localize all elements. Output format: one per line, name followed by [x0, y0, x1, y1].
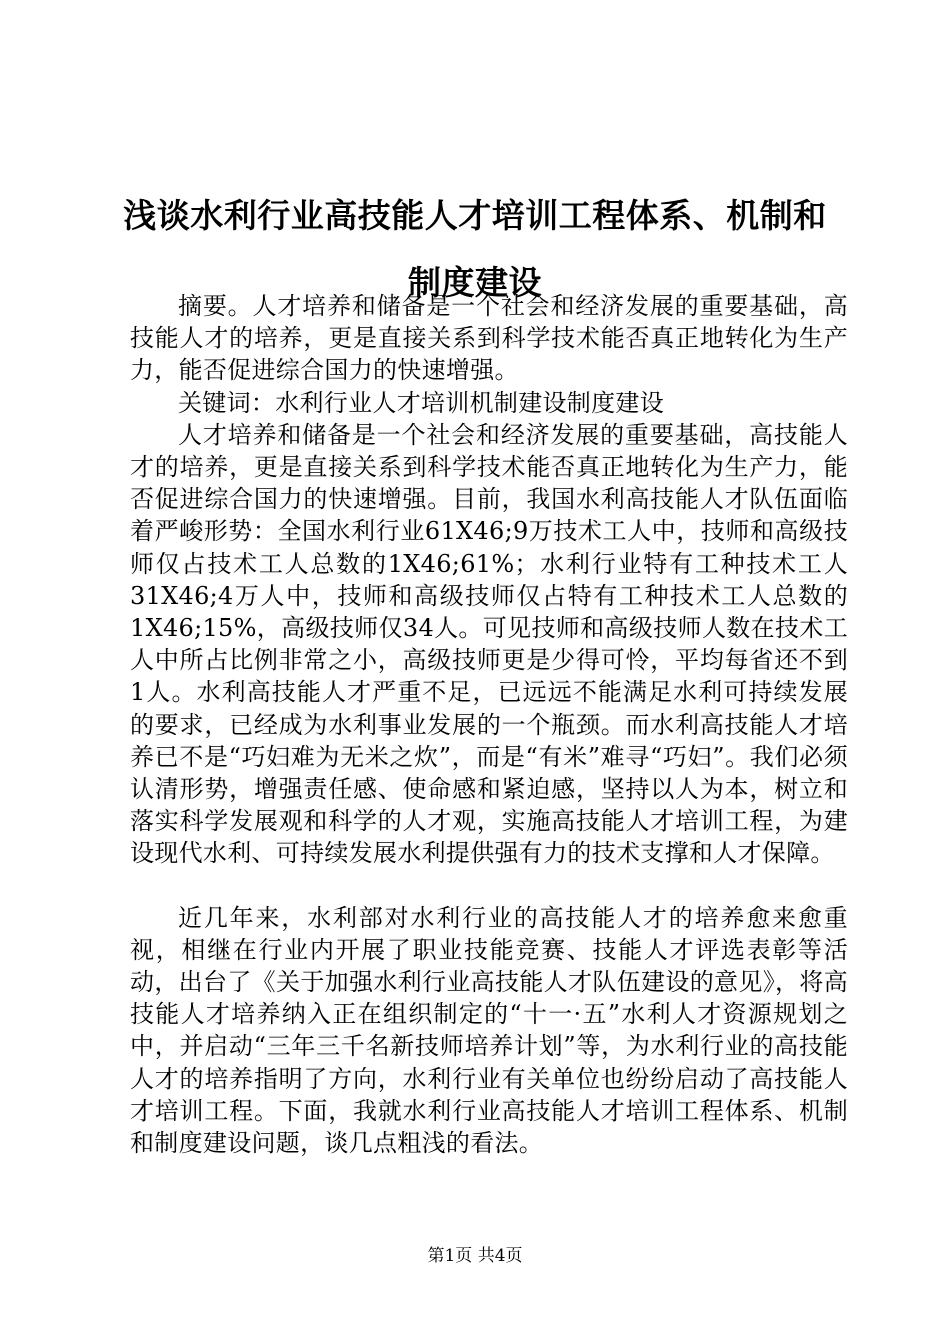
body-paragraph-1: 人才培养和储备是一个社会和经济发展的重要基础，高技能人才的培养，更是直接关系到科学技术能否真正地转化为生产力，能否促进综合国力的快速增强。目前，我国水利高技能人才队伍面临着严峻形势：全国水利行业61X46;9万技术工人中，技师和高级技师仅占技术工人总数的1X46;61%；水利行业特有工种技术工人31X46;4万人中，技师和高级技师仅占特有工种技术工人总数的1X46;15%，高级技师仅34人。可见技师和高级技师人数在技术工人中所占比例非常之小，高级技师更是少得可怜，平均每省还不到1人。水利高技能人才严重不足，已远远不能满足水利可持续发展的要求，已经成为水利事业发展的一个瓶颈。而水利高技能人才培养已不是“巧妇难为无米之炊”，而是“有米”难寻“巧妇”。我们必须认清形势，增强责任感、使命感和紧迫感，坚持以人为本，树立和落实科学发展观和科学的人才观，实施高技能人才培训工程，为建设现代水利、可持续发展水利提供强有力的技术支撑和人才保障。	[130, 420, 848, 868]
page-footer: 第1页 共4页	[427, 1246, 523, 1266]
document-title: 浅谈水利行业高技能人才培训工程体系、机制和制度建设	[123, 196, 827, 302]
body-paragraph-2: 近几年来，水利部对水利行业的高技能人才的培养愈来愈重视，相继在行业内开展了职业技能竞赛、技能人才评选表彰等活动，出台了《关于加强水利行业高技能人才队伍建设的意见》，将高技能人才培养纳入正在组织制定的“十一·五”水利人才资源规划之中，并启动“三年三千名新技师培养计划”等，为水利行业的高技能人才的培养指明了方向，水利行业有关单位也纷纷启动了高技能人才培训工程。下面，我就水利行业高技能人才培训工程体系、机制和制度建设问题，谈几点粗浅的看法。	[130, 903, 848, 1158]
document-body	[130, 290, 848, 1159]
abstract-paragraph: 摘要。人才培养和储备是一个社会和经济发展的重要基础，高技能人才的培养，更是直接关系到科学技术能否真正地转化为生产力，能否促进综合国力的快速增强。	[130, 292, 848, 385]
keywords-paragraph: 关键词：水利行业人才培训机制建设制度建设	[178, 388, 664, 417]
